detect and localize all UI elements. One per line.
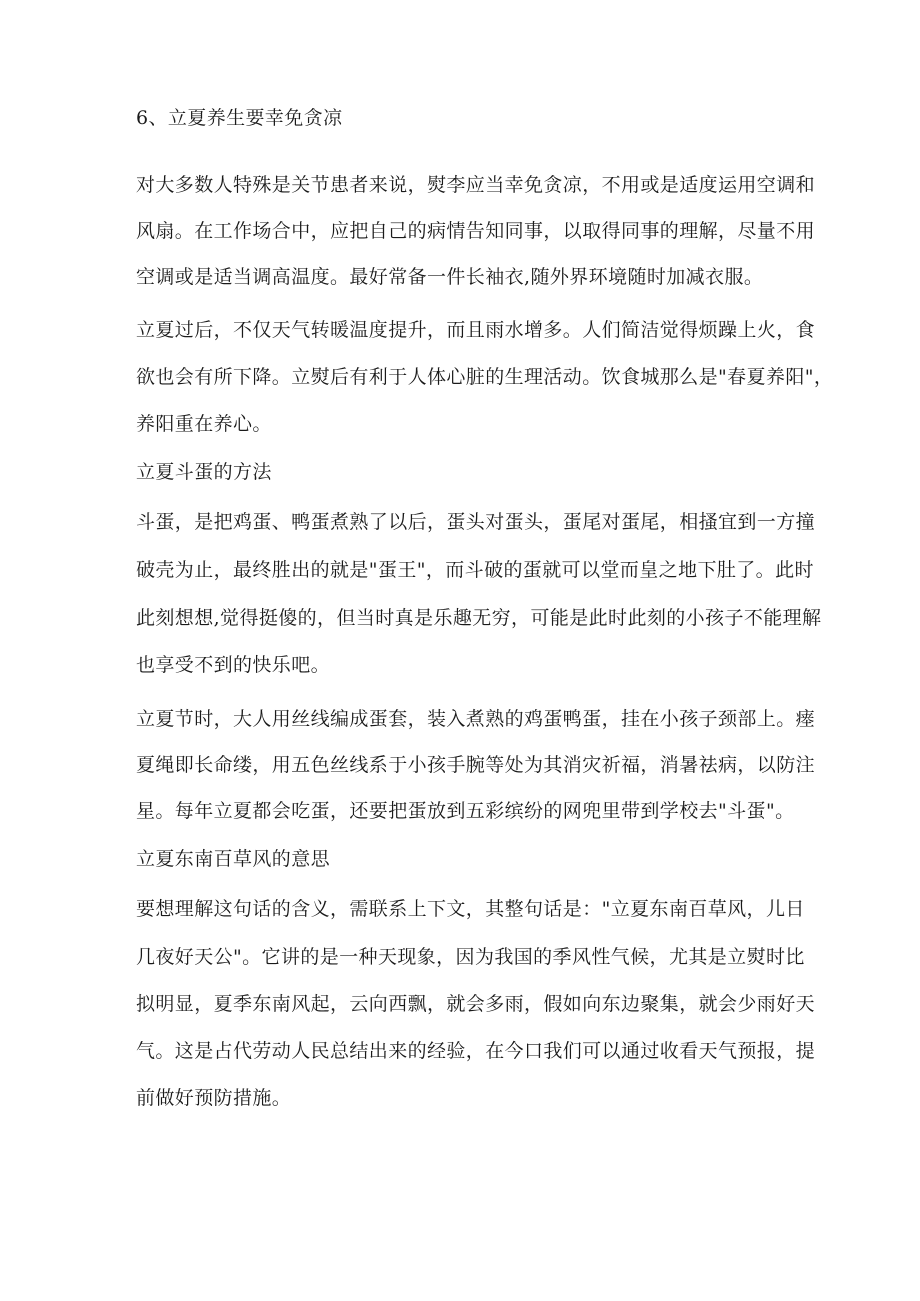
section-heading-summer-health: 6、立夏养生要幸免贪凉 (136, 107, 343, 129)
text-line: 斗蛋，是把鸡蛋、鸭蛋煮熟了以后，蛋头对蛋头，蛋尾对蛋尾，相搔宜到一方撞 (136, 511, 816, 533)
text-line: 对大多数人特殊是关节患者来说，熨李应当幸免贪凉，不用或是适度运用空调和 (136, 174, 816, 196)
text-line: 空调或是适当调高温度。最好常备一件长袖衣,随外界环境随时加减衣服。 (136, 266, 764, 288)
text-line: 立夏节时，大人用丝线编成蛋套，装入煮熟的鸡蛋鸭蛋，挂在小孩子颈部上。瘗 (136, 708, 816, 730)
text-line: 夏绳即长命缕，用五色丝线系于小孩手腕等处为其消灾祈福，消暑祛病，以防注 (136, 754, 816, 776)
text-line: 也享受不到的快乐吧。 (136, 654, 331, 676)
text-line: 星。每年立夏都会吃蛋，还要把蛋放到五彩缤纷的网兜里带到学校去"斗蛋"。 (136, 800, 795, 822)
text-line: 前做好预防措施。 (136, 1087, 292, 1109)
text-line: 几夜好天公"。它讲的是一种天现象，因为我国的季风性气候，尤其是立熨时比 (136, 946, 805, 968)
text-line: 气。这是占代劳动人民总结出来的经验，在今口我们可以通过收看天气预报，提 (136, 1040, 816, 1062)
text-line: 此刻想想,觉得挺傻的，但当时真是乐趣无穷，可能是此时此刻的小孩子不能理解 (136, 607, 822, 629)
text-line: 要想理解这句话的含义，需联系上下文，其整句话是："立夏东南百草风，儿日 (136, 898, 805, 920)
section-heading-southeast-wind: 立夏东南百草风的意思 (136, 848, 331, 870)
text-line: 欲也会有所下降。立熨后有利于人体心脏的生理活动。饮食城那么是"春夏养阳"， (136, 366, 834, 388)
text-line: 立夏过后，不仅天气转暖温度提升，而且雨水增多。人们简洁觉得烦躁上火，食 (136, 319, 816, 341)
text-line: 养阳重在养心。 (136, 413, 272, 435)
section-heading-egg-fight: 立夏斗蛋的方法 (136, 461, 272, 483)
text-line: 风扇。在工作场合中，应把自己的病情告知同事，以取得同事的理解，尽量不用 (136, 220, 816, 242)
text-line: 破壳为止，最终胜出的就是"蛋王"，而斗破的蛋就可以堂而皇之地下肚了。此时 (136, 559, 814, 581)
text-line: 拟明显，夏季东南风起，云向西飘，就会多雨，假如向东边聚集，就会少雨好天 (136, 993, 816, 1015)
